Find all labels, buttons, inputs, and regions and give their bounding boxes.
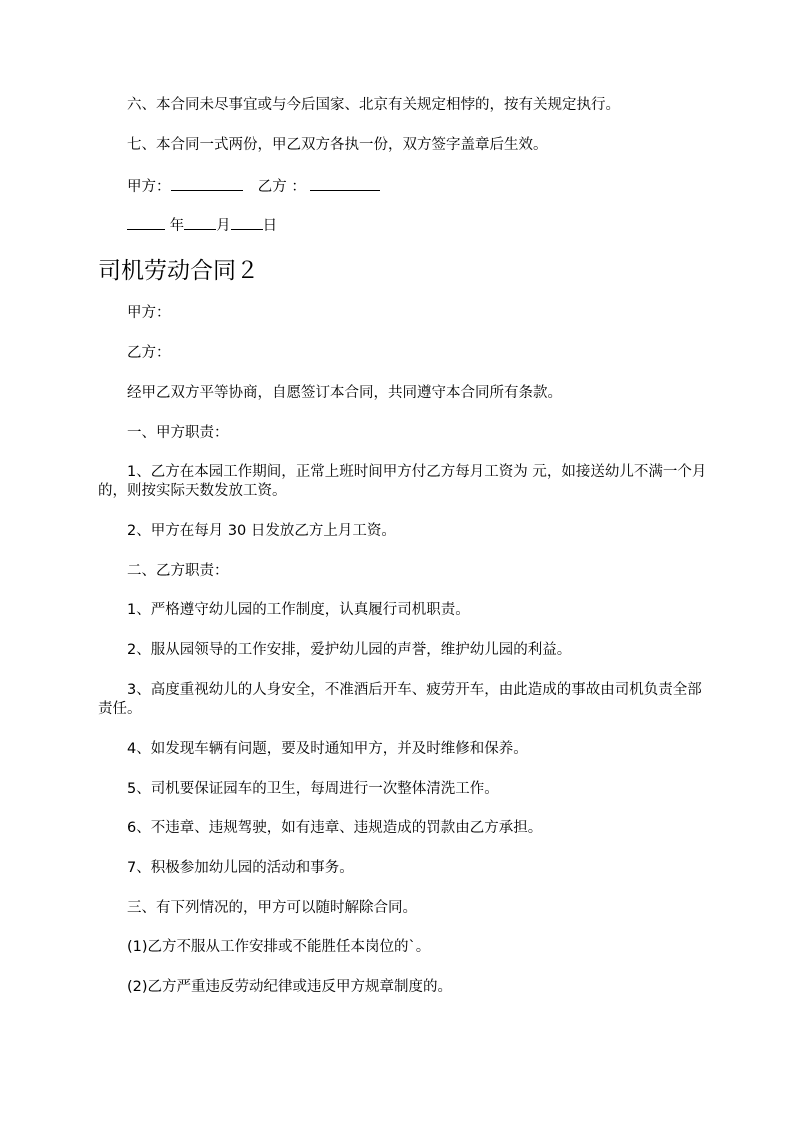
section-2-item-6: 6、不违章、违规驾驶，如有违章、违规造成的罚款由乙方承担。 — [127, 820, 543, 836]
section-2-heading: 二、乙方职责： — [127, 563, 229, 579]
section-2-item-3: 3、高度重视幼儿的人身安全，不准酒后开车、疲劳开车，由此造成的事故由司机负责全部责任。 — [98, 682, 702, 717]
section-1-item-2: 2、甲方在每月 30 日发放乙方上月工资。 — [127, 523, 396, 539]
date-year-label: 年 — [169, 218, 185, 234]
clause-6: 六、本合同未尽事宜或与今后国家、北京有关规定相悖的，按有关规定执行。 — [127, 97, 620, 113]
section-2-item-2: 2、服从园领导的工作安排，爱护幼儿园的声誉，维护幼儿园的利益。 — [127, 642, 572, 658]
signature-party-a-blank — [171, 176, 243, 191]
date-line — [98, 215, 710, 236]
date-day-label: 日 — [262, 218, 278, 234]
section-3-item-1: (1)乙方不服从工作安排或不能胜任本岗位的`。 — [127, 939, 431, 955]
section-2-item-4: 4、如发现车辆有问题，要及时通知甲方，并及时维修和保养。 — [127, 741, 528, 757]
intro-paragraph: 经甲乙双方平等协商，自愿签订本合同，共同遵守本合同所有条款。 — [127, 385, 562, 401]
signature-line — [98, 176, 710, 197]
signature-party-b-blank — [310, 176, 380, 191]
signature-party-b-label: 乙方 ： — [257, 179, 306, 195]
section-1-item-1: 1、乙方在本园工作期间，正常上班时间甲方付乙方每月工资为 元，如接送幼儿不满一个月的，则按实际天数发放工资。 — [98, 464, 707, 499]
clause-7: 七、本合同一式两份，甲乙双方各执一份，双方签字盖章后生效。 — [127, 137, 548, 153]
date-day-blank — [231, 215, 263, 230]
section-2-item-7: 7、积极参加幼儿园的活动和事务。 — [127, 860, 354, 876]
contract-title: 司机劳动合同２ — [98, 258, 259, 284]
section-3-heading: 三、有下列情况的，甲方可以随时解除合同。 — [127, 900, 417, 916]
date-month-label: 月 — [216, 218, 231, 234]
date-month-blank — [184, 215, 216, 230]
party-a-line: 甲方： — [127, 305, 171, 321]
section-3-item-2: (2)乙方严重违反劳动纪律或违反甲方规章制度的。 — [127, 979, 453, 995]
section-2-item-1: 1、严格遵守幼儿园的工作制度，认真履行司机职责。 — [127, 602, 470, 618]
section-1-heading: 一、甲方职责： — [127, 425, 229, 441]
section-2-item-5: 5、司机要保证园车的卫生，每周进行一次整体清洗工作。 — [127, 781, 499, 797]
signature-party-a-label: 甲方： — [127, 179, 171, 195]
party-b-line: 乙方： — [127, 345, 171, 361]
date-year-blank — [127, 215, 165, 230]
